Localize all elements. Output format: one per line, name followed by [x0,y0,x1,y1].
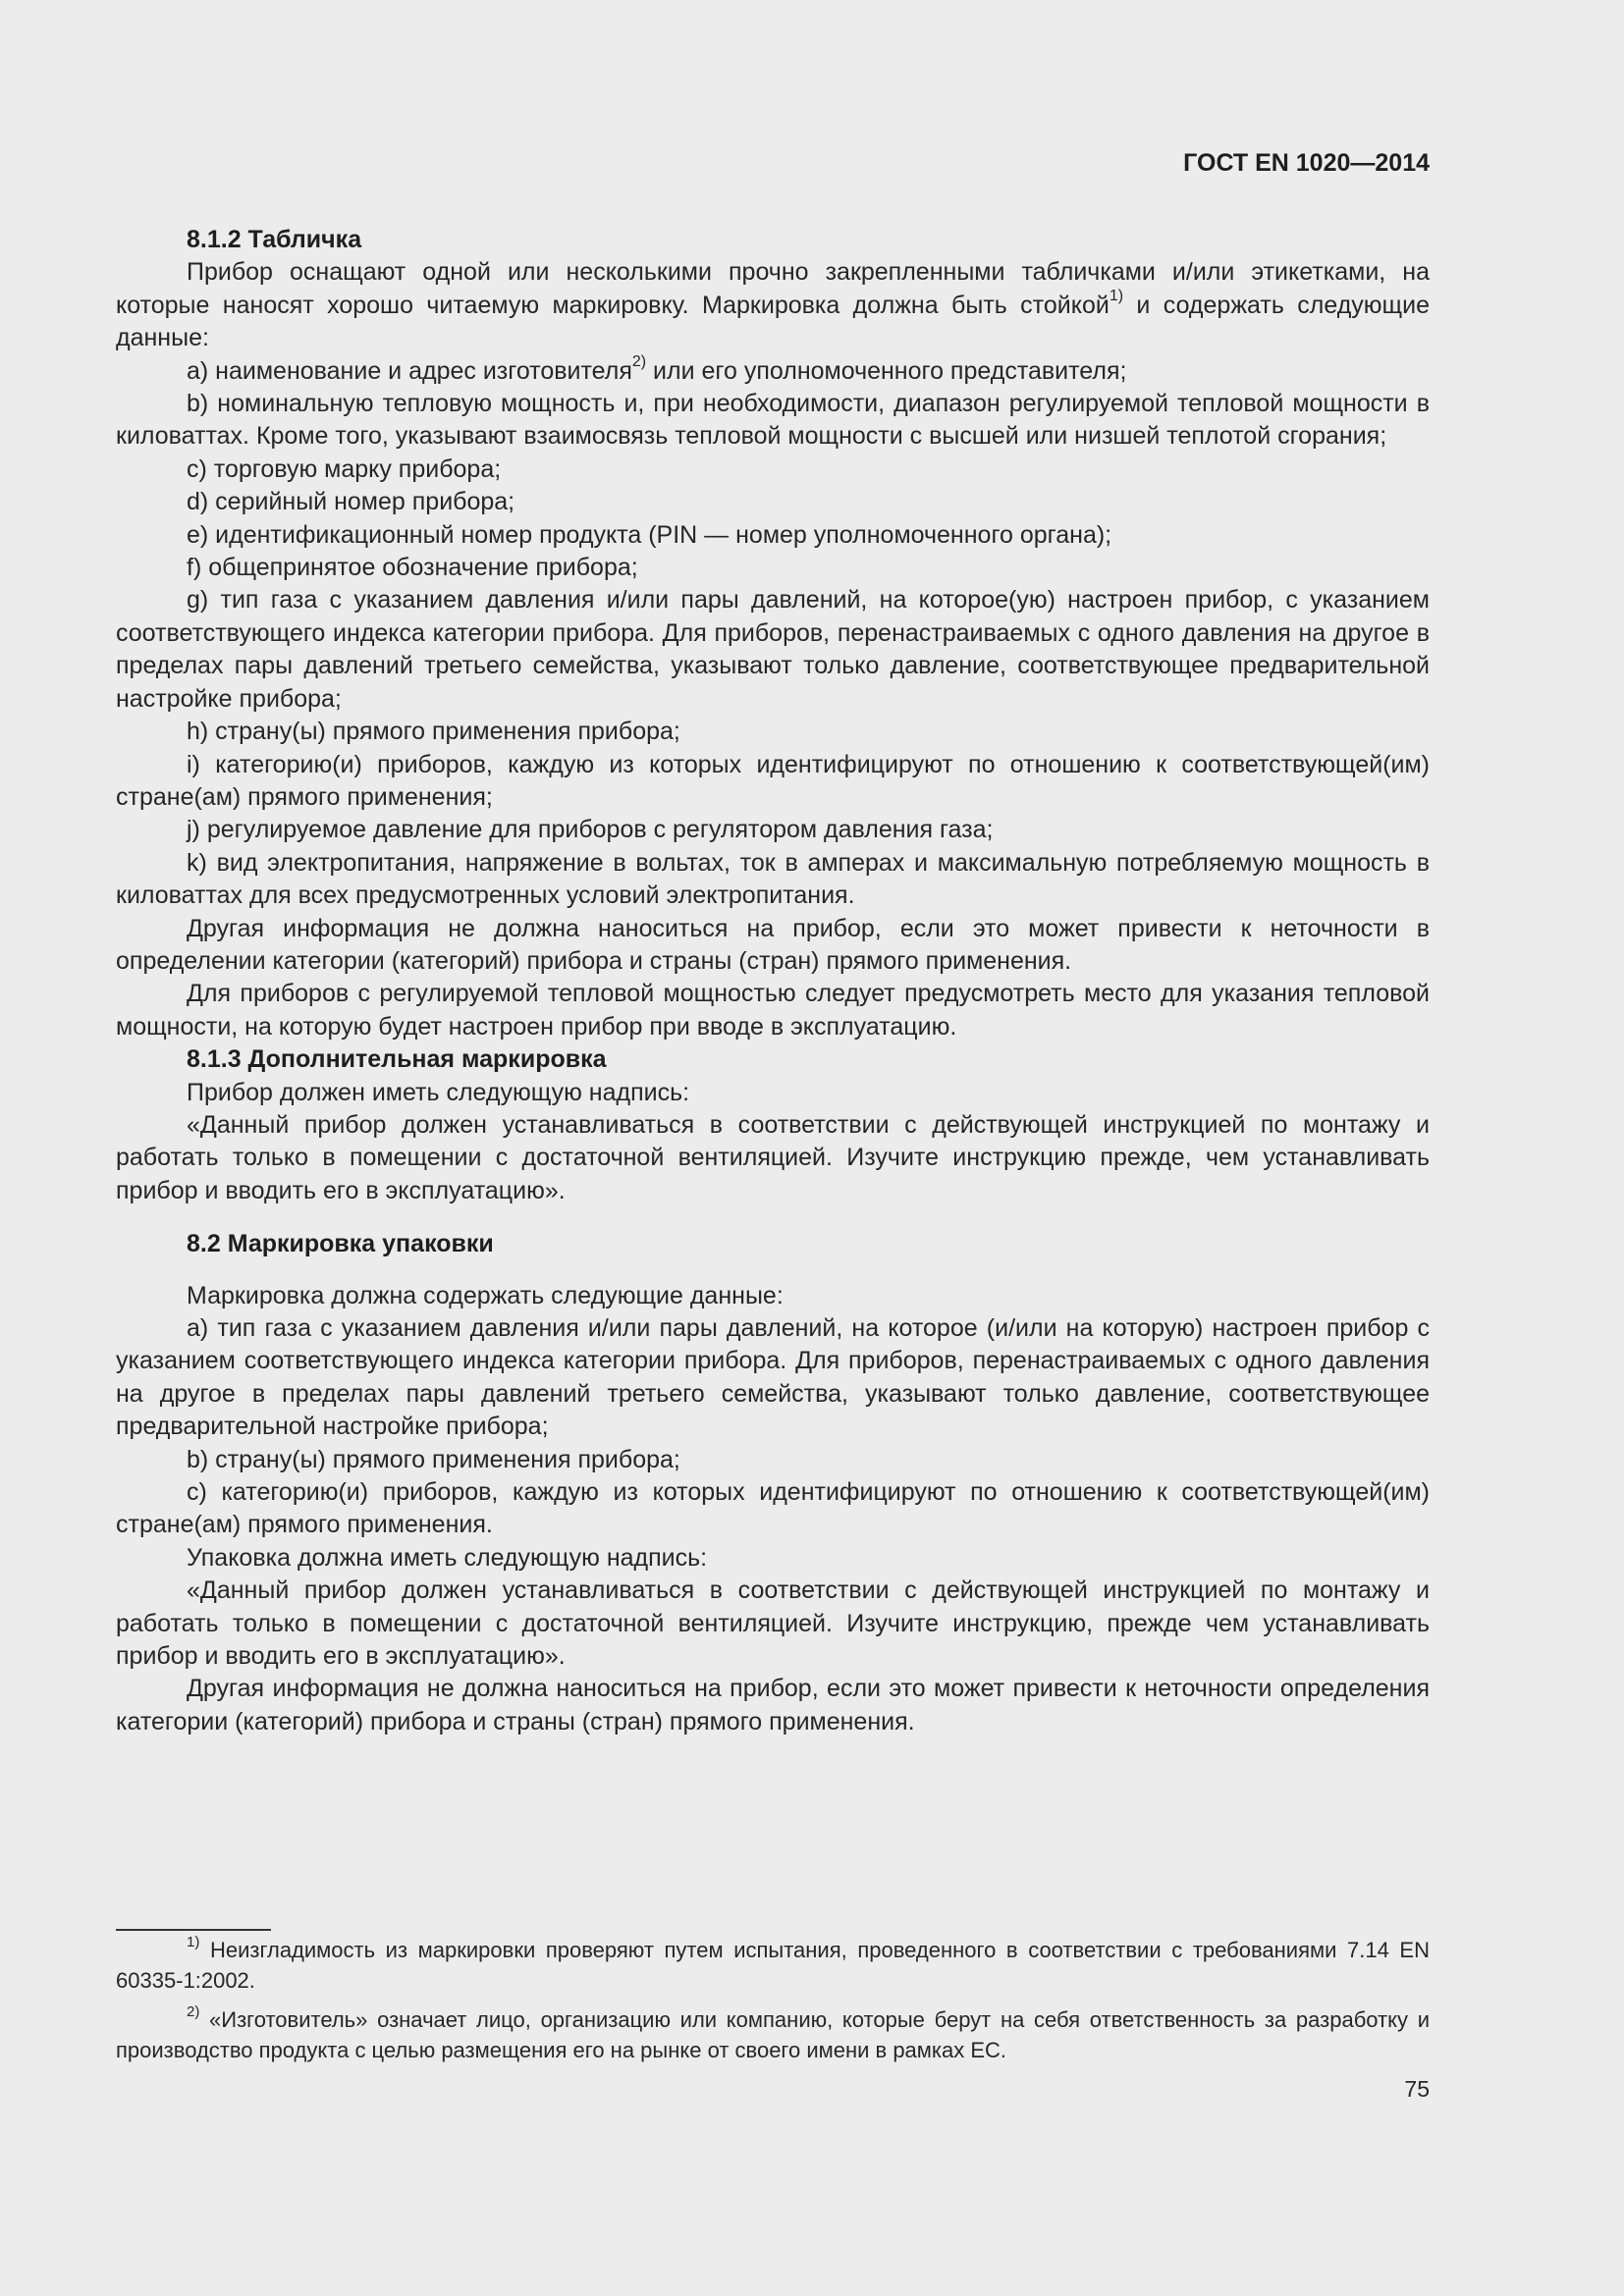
paragraph: Другая информация не должна наноситься на прибор, если это может привести к неточности определения категории (категорий) прибора и страны (стран) прямого применения. [116,1675,1430,1735]
paragraph: Упаковка должна иметь следующую надпись: [187,1543,708,1572]
paragraph: Для приборов с регулируемой тепловой мощностью следует предусмотреть место для указания тепловой мощности, на которую будет настроен прибор при вводе в эксплуатацию. [116,980,1430,1041]
list-item-h: h) страну(ы) прямого применения прибора; [187,718,680,746]
list-item-f: f) общепринятое обозначение прибора; [187,554,638,582]
list-item-a: а) наименование и адрес изготовителя$^{2)}$ или его уполномоченного представителя; [187,353,1127,385]
section-heading-8-1-2: 8.1.2 Табличка [187,226,362,253]
section-heading-8-2: 8.2 Маркировка упаковки [187,1230,494,1258]
page-number: 75 [1404,2076,1430,2102]
list-item-d: d) серийный номер прибора; [187,488,515,516]
list-item-a: а) тип газа с указанием давления и/или пары давлений, на которое (и/или на которую) настроен прибор с указанием соответствующего индекса категории прибора. Для приборов, перенастраиваемых с одного давления на другое в пределах пары давлений третьего семейства, указывают только давление, соответствующее предварительной настройке прибора; [116,1314,1430,1441]
quote-paragraph: «Данный прибор должен устанавливаться в соответствии с действующей инструкцией по монтажу и работать только в помещении с достаточной вентиляцией. Изучите инструкцию, прежде чем устанавливать прибор и вводить его в эксплуатацию». [116,1576,1430,1671]
footnote-ref-2[interactable]: 2) [631,353,647,371]
list-item-i: i) категорию(и) приборов, каждую из которых идентифицируют по отношению к соответствующей(им) стране(ам) прямого применения; [116,750,1430,811]
list-item-e: е) идентификационный номер продукта (PIN — номер уполномоченного органа); [187,520,1112,549]
paragraph: Прибор должен иметь следующую надпись: [187,1078,690,1106]
list-item-k: k) вид электропитания, напряжение в вольтах, ток в амперах и максимальную потребляемую мощность в киловаттах для всех предусмотренных условий электропитания. [116,848,1430,910]
footnotes [116,1933,1430,2075]
document-body [116,224,1430,1738]
paragraph: Другая информация не должна наноситься на прибор, если это может привести к неточности в определении категории (категорий) прибора и страны (стран) прямого применения. [116,914,1430,975]
paragraph: Маркировка должна содержать следующие данные: [187,1281,784,1309]
footnote-divider [116,1929,271,1931]
paragraph: Прибор оснащают одной или несколькими прочно закрепленными табличками и/или этикетками, на которые наносят хорошо читаемую маркировку. Маркировка должна быть стойкой$^{1)}$ и содержать следующие данные: [116,258,1430,352]
footnote-2: $^{2)}$ «Изготовитель» означает лицо, организацию или компанию, которые берут на себя ответственность за разработку и производство продукта с целью размещения его на рынке от своего имени в рамках ЕС. [116,2002,1430,2062]
list-item-b: b) номинальную тепловую мощность и, при необходимости, диапазон регулируемой тепловой мощности в киловаттах. Кроме того, указывают взаимосвязь тепловой мощности с высшей или низшей теплотой сгорания; [116,390,1430,451]
document-header: ГОСТ EN 1020—2014 [1183,149,1430,177]
list-item-b: b) страну(ы) прямого применения прибора; [187,1445,680,1473]
quote-paragraph: «Данный прибор должен устанавливаться в соответствии с действующей инструкцией по монтажу и работать только в помещении с достаточной вентиляцией. Изучите инструкцию прежде, чем устанавливать прибор и вводить его в эксплуатацию». [116,1110,1430,1204]
footnote-mark: 2) [187,2002,200,2020]
section-heading-8-1-3: 8.1.3 Дополнительная маркировка [187,1045,607,1074]
list-item-c: с) торговую марку прибора; [187,454,502,483]
list-item-g: g) тип газа с указанием давления и/или пары давлений, на которое(ую) настроен прибор, с указанием соответствующего индекса категории прибора. Для приборов, перенастраиваемых с одного давления на другое в пределах пары давлений третьего семейства, указывают только давление, соответствующее предварительной настройке прибора; [116,586,1430,713]
footnote-mark: 1) [187,1933,200,1950]
footnote-1: $^{1)}$ Неизгладимость из маркировки проверяют путем испытания, проведенного в соответствии с требованиями 7.14 EN 60335-1:2002. [116,1933,1430,1993]
list-item-c: c) категорию(и) приборов, каждую из которых идентифицируют по отношению к соответствующей(им) стране(ам) прямого применения. [116,1478,1430,1539]
footnote-ref-1[interactable]: 1) [1109,288,1124,305]
list-item-j: j) регулируемое давление для приборов с регулятором давления газа; [187,816,994,844]
